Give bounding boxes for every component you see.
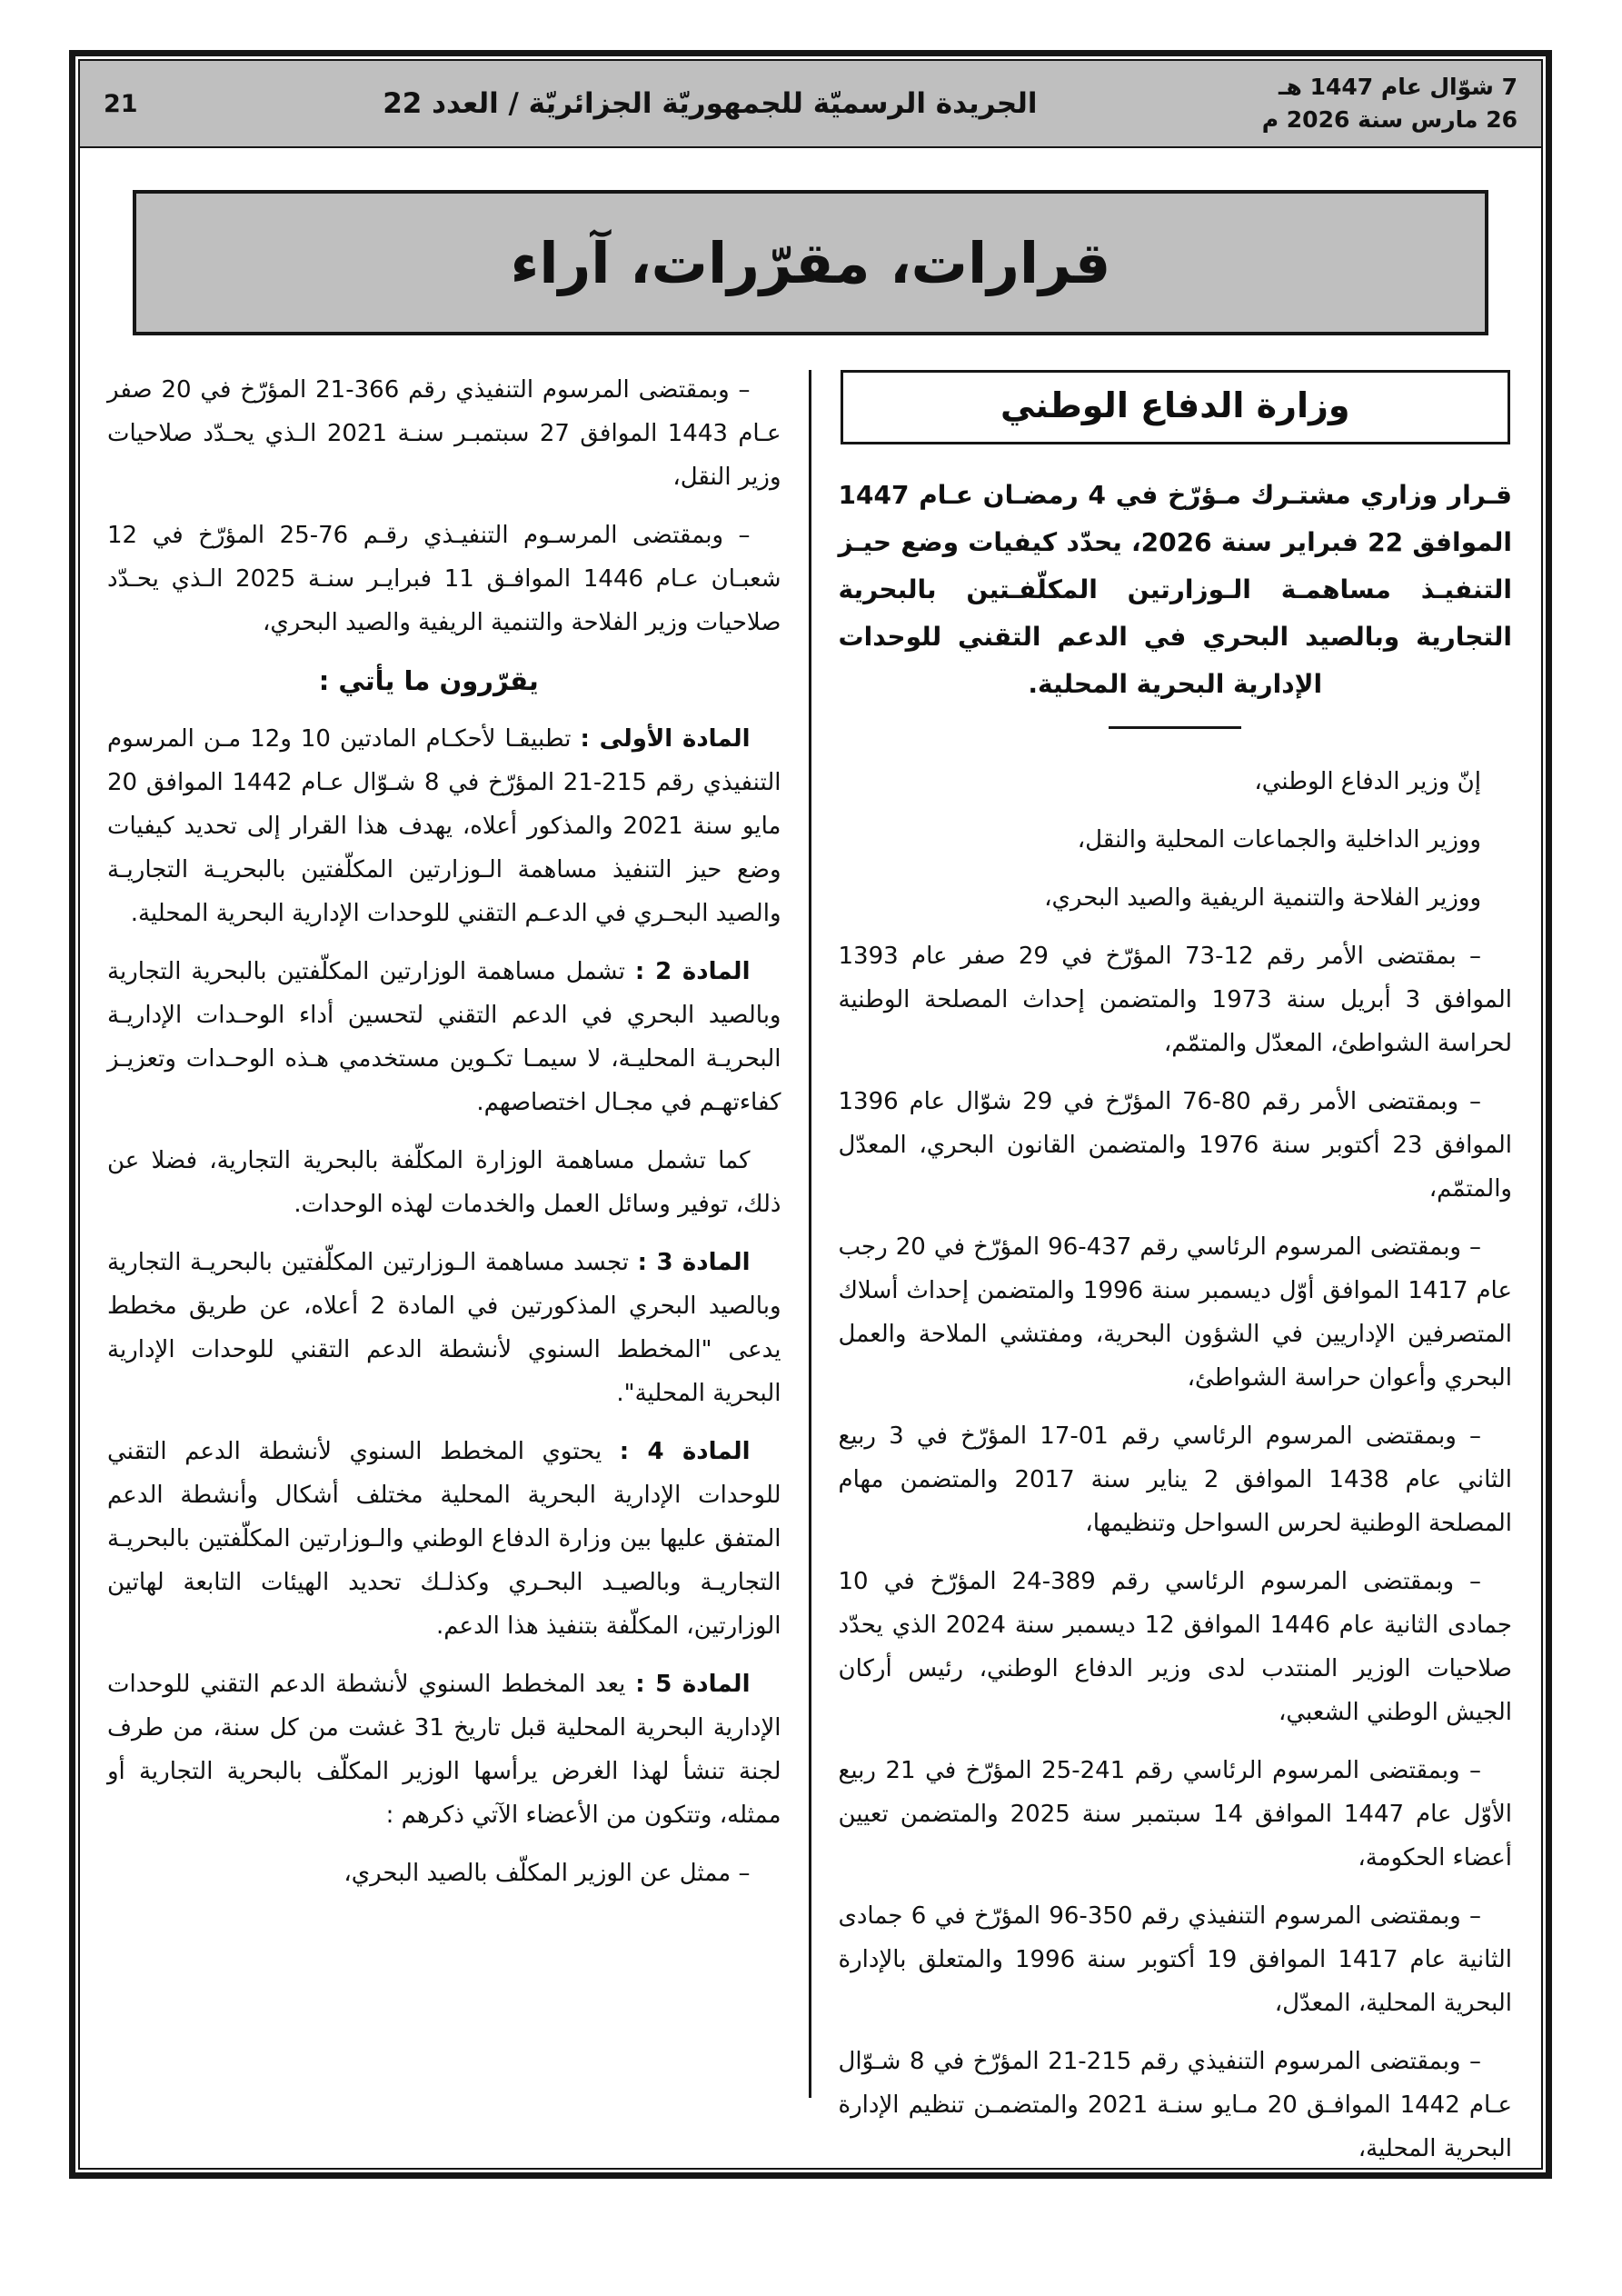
article-paragraph <box>107 950 781 1124</box>
date-hijri: 7 شوّال عام 1447 هـ <box>1278 74 1518 100</box>
article-paragraph <box>107 1662 781 1837</box>
decree-title: قـرار وزاري مشتـرك مـؤرّخ في 4 رمضـان عـام 1447 الموافق 22 فبراير سنة 2026، يحدّد كيفيات وضع حيـز التنفيـذ مساهمـة الـوزارتين المكلّفـتين بالبحرية التجارية وبالصيد البحري في الدعم التقني للوحدات الإدارية البحرية المحلية. <box>838 480 1513 699</box>
committee-member-item: – ممثل عن الوزير المكلّف بالصيد البحري، <box>343 1860 751 1887</box>
column-left <box>98 366 798 2170</box>
article-paragraph <box>107 1430 781 1648</box>
body-paragraph: ووزير الفلاحة والتنمية الريفية والصيد البحري، <box>1044 884 1481 912</box>
article-paragraph <box>107 1241 781 1415</box>
column-divider-rule <box>809 370 811 2098</box>
article-label: المادة 5 : <box>635 1671 751 1698</box>
ministry-title: وزارة الدفاع الوطني <box>1000 385 1350 425</box>
section-banner-title: قرارات، مقرّرات، آراء <box>510 229 1111 296</box>
article-text: تجسد مساهمة الـوزارتين المكلّفتين بالبحريـة التجارية وبالصيد البحري المذكورتين في المادة 2 أعلاه، عن طريق مخطط يدعى "المخطط السنوي لأنشطة الدعم التقني للوحدات الإدارية البحرية المحلية". <box>107 1249 781 1407</box>
article-text: تشمل مساهمة الوزارتين المكلّفتين بالبحرية التجارية وبالصيد البحري في الدعم التقني لتحسين أداء الوحـدات الإداريـة البحريـة المحليـة، لا سيمـا تكـوين مستخدمي هـذه الوحـدات وتعزيـز كفاءتهـم في مجـال اختصاصهم. <box>107 958 781 1116</box>
header-band <box>80 61 1541 148</box>
body-paragraph: – وبمقتضى المرسوم الرئاسي رقم 01-17 المؤرّخ في 3 ربيع الثاني عام 1438 الموافق 2 يناير سنة 2017 والمتضمن مهام المصلحة الوطنية لحرس السواحل وتنظيمها، <box>838 1423 1512 1537</box>
article-label: المادة 2 : <box>634 958 751 985</box>
body-paragraph: – وبمقتضى المرسوم التنفيذي رقم 215-21 المؤرّخ في 8 شـوّال عـام 1442 الموافـق 20 مـايو سنـة 2021 والمتضمـن تنظيم الإدارة البحرية المحلية، <box>838 2048 1513 2162</box>
article-text: يعد المخطط السنوي لأنشطة الدعم التقني للوحدات الإدارية البحرية المحلية قبل تاريخ 31 غشت من كل سنة، من طرف لجنة تنشأ لهذا الغرض يرأسها الوزير المكلّف بالبحرية التجارية أو ممثله، وتتكون من الأعضاء الآتي ذكرهم : <box>107 1671 781 1829</box>
article-paragraph <box>107 1139 781 1226</box>
journal-title: الجريدة الرسميّة للجمهوريّة الجزائريّة / العدد 22 <box>383 87 1038 120</box>
date-gregorian: 26 مارس سنة 2026 م <box>1261 106 1518 133</box>
title-separator-rule <box>1109 726 1241 729</box>
body-paragraph: إنّ وزير الدفاع الوطني، <box>1254 768 1481 795</box>
column-right <box>822 366 1524 2170</box>
decision-heading: يقرّرون ما يأتي : <box>318 665 539 696</box>
body-paragraph: – وبمقتضى المرسوم التنفيذي رقم 350-96 المؤرّخ في 6 جمادى الثانية عام 1417 الموافق 19 أكتوبر سنة 1996 والمتعلق بالإدارة البحرية المحلية، المعدّل، <box>838 1902 1512 2017</box>
article-paragraph <box>107 717 781 935</box>
page-frame <box>69 50 1552 2179</box>
body-paragraph: – وبمقتضى المرسوم الرئاسي رقم 437-96 المؤرّخ في 20 رجب عام 1417 الموافق أوّل ديسمبر سنة 1996 والمتضمن إحداث أسلاك المتصرفين الإداريين في الشؤون البحرية، ومفتشي الملاحة والعمل البحري وأعوان حراسة الشواطئ، <box>838 1233 1512 1392</box>
article-label: المادة 4 : <box>619 1438 751 1465</box>
ministry-box <box>841 370 1511 444</box>
body-paragraph: – وبمقتضى المرسوم التنفيذي رقم 366-21 المؤرّخ في 20 صفر عـام 1443 الموافق 27 سبتمبـر سنـة 2021 الـذي يحـدّد صلاحيات وزير النقل، <box>107 376 781 491</box>
article-text: يحتوي المخطط السنوي لأنشطة الدعم التقني للوحدات الإدارية البحرية المحلية مختلف أشكال وأنشطة الدعم المتفق عليها بين وزارة الدفاع الوطني والـوزارتين المكلّفتين بالبحريـة التجاريـة وبالصيـد البحـري وكذلـك تحديد الهيئات التابعة لهاتين الوزارتين، المكلّفة بتنفيذ هذا الدعم. <box>107 1438 781 1640</box>
header-dates <box>1262 71 1518 136</box>
two-column-layout <box>80 366 1541 2170</box>
body-paragraph: – وبمقتضى المرسوم الرئاسي رقم 389-24 المؤرّخ في 10 جمادى الثانية عام 1446 الموافق 12 ديسمبر سنة 2024 الذي يحدّد صلاحيات الوزير المنتدب لدى وزير الدفاع الوطني، رئيس أركان الجيش الوطني الشعبي، <box>838 1568 1512 1726</box>
article-text: كما تشمل مساهمة الوزارة المكلّفة بالبحرية التجارية، فضلا عن ذلك، توفير وسائل العمل والخدمات لهذه الوحدات. <box>107 1147 781 1218</box>
inner-frame <box>78 59 1543 2170</box>
body-paragraph: – بمقتضى الأمر رقم 12-73 المؤرّخ في 29 صفر عام 1393 الموافق 3 أبريل سنة 1973 والمتضمن إحداث المصلحة الوطنية لحراسة الشواطئ، المعدّل والمتمّم، <box>838 943 1512 1057</box>
article-text: تطبيقـا لأحكـام المادتين 10 و12 مـن المرسوم التنفيذي رقم 215-21 المؤرّخ في 8 شـوّال عـام 1442 الموافق 20 مايو سنة 2021 والمذكور أعلاه، يهدف هذا القرار إلى تحديد كيفيات وضع حيز التنفيذ مساهمة الـوزارتين المكلّفتين بالبحريـة التجاريـة والصيد البحـري في الدعـم التقني للوحدات الإدارية البحرية المحلية. <box>107 725 781 927</box>
body-paragraph: – وبمقتضى الأمر رقم 80-76 المؤرّخ في 29 شوّال عام 1396 الموافق 23 أكتوبر سنة 1976 والمتضمن القانون البحري، المعدّل والمتمّم، <box>838 1088 1512 1203</box>
section-banner <box>133 190 1488 335</box>
article-label: المادة الأولى : <box>580 725 751 753</box>
page-number: 21 <box>104 89 138 118</box>
body-paragraph: – وبمقتضى المرسـوم التنفيـذي رقـم 76-25 المؤرّخ في 12 شعبـان عـام 1446 الموافـق 11 فبرايـر سنـة 2025 الـذي يحـدّد صلاحيات وزير الفلاحة والتنمية الريفية والصيد البحري، <box>107 522 781 636</box>
body-paragraph: – وبمقتضى المرسوم الرئاسي رقم 241-25 المؤرّخ في 21 ربيع الأوّل عام 1447 الموافق 14 سبتمبر سنة 2025 والمتضمن تعيين أعضاء الحكومة، <box>838 1757 1512 1872</box>
body-paragraph: ووزير الداخلية والجماعات المحلية والنقل، <box>1077 826 1481 854</box>
article-label: المادة 3 : <box>637 1249 751 1276</box>
